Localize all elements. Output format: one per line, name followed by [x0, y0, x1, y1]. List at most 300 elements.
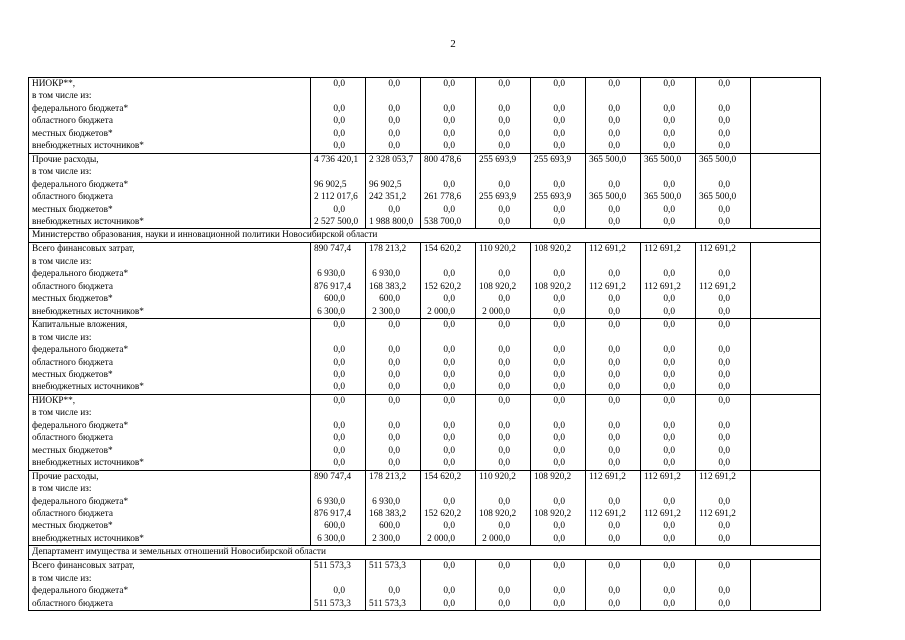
empty-cell: [751, 179, 821, 191]
empty-cell: [751, 420, 821, 432]
value-cell: 365 500,0: [586, 153, 641, 166]
value-cell: 0,0: [696, 457, 751, 470]
empty-cell: [751, 496, 821, 508]
value-cell: 0,0: [366, 78, 421, 91]
value-cell: 0,0: [696, 115, 751, 127]
value-cell: 511 573,3: [366, 560, 421, 573]
value-cell: 0,0: [641, 432, 696, 444]
value-cell: [696, 166, 751, 178]
value-cell: [641, 256, 696, 268]
empty-cell: [751, 306, 821, 319]
row-label: НИОКР**,: [29, 394, 311, 407]
value-cell: 0,0: [586, 533, 641, 546]
value-cell: 6 930,0: [311, 496, 366, 508]
value-cell: [586, 90, 641, 102]
value-cell: 0,0: [641, 140, 696, 153]
value-cell: 108 920,2: [531, 243, 586, 256]
value-cell: 0,0: [421, 598, 476, 611]
value-cell: 0,0: [421, 344, 476, 356]
value-cell: 112 691,2: [586, 470, 641, 483]
empty-cell: [751, 103, 821, 115]
value-cell: 6 930,0: [366, 496, 421, 508]
value-cell: [366, 166, 421, 178]
budget-table-body: [29, 78, 821, 611]
value-cell: 0,0: [476, 78, 531, 91]
value-cell: 168 383,2: [366, 508, 421, 520]
table-row: [29, 319, 821, 332]
value-cell: [476, 332, 531, 344]
value-cell: 0,0: [641, 216, 696, 229]
section-title: Министерство образования, науки и инновационной политики Новосибирской области: [29, 229, 821, 243]
value-cell: 0,0: [476, 140, 531, 153]
value-cell: 0,0: [366, 319, 421, 332]
value-cell: 0,0: [641, 115, 696, 127]
value-cell: 0,0: [531, 204, 586, 216]
value-cell: 0,0: [311, 103, 366, 115]
value-cell: 0,0: [366, 369, 421, 381]
value-cell: 876 917,4: [311, 281, 366, 293]
value-cell: 0,0: [366, 394, 421, 407]
value-cell: [421, 407, 476, 419]
value-cell: 0,0: [696, 496, 751, 508]
value-cell: 0,0: [311, 128, 366, 140]
value-cell: 178 213,2: [366, 243, 421, 256]
value-cell: 0,0: [696, 381, 751, 394]
table-row: [29, 179, 821, 191]
value-cell: 178 213,2: [366, 470, 421, 483]
value-cell: [641, 407, 696, 419]
value-cell: 112 691,2: [641, 470, 696, 483]
table-row: [29, 470, 821, 483]
empty-cell: [751, 166, 821, 178]
value-cell: 365 500,0: [641, 153, 696, 166]
value-cell: 112 691,2: [696, 281, 751, 293]
value-cell: [641, 573, 696, 585]
value-cell: 0,0: [641, 420, 696, 432]
value-cell: 0,0: [531, 306, 586, 319]
value-cell: 511 573,3: [311, 598, 366, 611]
value-cell: 152 620,2: [421, 281, 476, 293]
table-row: [29, 483, 821, 495]
value-cell: [366, 332, 421, 344]
value-cell: 0,0: [311, 140, 366, 153]
value-cell: 0,0: [476, 293, 531, 305]
value-cell: 600,0: [311, 293, 366, 305]
value-cell: 0,0: [696, 357, 751, 369]
value-cell: 365 500,0: [586, 191, 641, 203]
value-cell: 0,0: [586, 520, 641, 532]
value-cell: 0,0: [366, 204, 421, 216]
value-cell: 0,0: [531, 369, 586, 381]
row-label: в том числе из:: [29, 407, 311, 419]
value-cell: 108 920,2: [531, 508, 586, 520]
value-cell: [476, 483, 531, 495]
value-cell: 0,0: [421, 496, 476, 508]
table-row: [29, 191, 821, 203]
value-cell: 0,0: [531, 268, 586, 280]
row-label: Капитальные вложения,: [29, 319, 311, 332]
value-cell: 110 920,2: [476, 243, 531, 256]
value-cell: 0,0: [586, 319, 641, 332]
empty-cell: [751, 533, 821, 546]
section-header: [29, 546, 821, 560]
value-cell: 365 500,0: [641, 191, 696, 203]
value-cell: 2 527 500,0: [311, 216, 366, 229]
value-cell: 0,0: [476, 103, 531, 115]
value-cell: 0,0: [641, 598, 696, 611]
value-cell: [366, 407, 421, 419]
value-cell: 0,0: [641, 357, 696, 369]
value-cell: 0,0: [531, 598, 586, 611]
empty-cell: [751, 268, 821, 280]
row-label: Прочие расходы,: [29, 153, 311, 166]
value-cell: 0,0: [366, 357, 421, 369]
table-row: [29, 407, 821, 419]
table-row: [29, 216, 821, 229]
empty-cell: [751, 457, 821, 470]
table-row: [29, 268, 821, 280]
row-label: внебюджетных источников*: [29, 381, 311, 394]
row-label: внебюджетных источников*: [29, 457, 311, 470]
value-cell: 0,0: [366, 103, 421, 115]
value-cell: 0,0: [696, 204, 751, 216]
value-cell: 0,0: [641, 268, 696, 280]
empty-cell: [751, 470, 821, 483]
value-cell: [531, 332, 586, 344]
table-row: [29, 520, 821, 532]
table-row: [29, 420, 821, 432]
value-cell: [696, 483, 751, 495]
value-cell: 0,0: [586, 78, 641, 91]
row-label: НИОКР**,: [29, 78, 311, 91]
empty-cell: [751, 344, 821, 356]
value-cell: 0,0: [366, 344, 421, 356]
value-cell: 511 573,3: [311, 560, 366, 573]
empty-cell: [751, 394, 821, 407]
value-cell: [531, 90, 586, 102]
table-row: [29, 496, 821, 508]
value-cell: [311, 90, 366, 102]
value-cell: [586, 166, 641, 178]
value-cell: 0,0: [586, 585, 641, 597]
empty-cell: [751, 153, 821, 166]
value-cell: 0,0: [311, 319, 366, 332]
value-cell: 2 000,0: [476, 533, 531, 546]
value-cell: 0,0: [586, 179, 641, 191]
value-cell: 0,0: [531, 319, 586, 332]
table-row: [29, 115, 821, 127]
value-cell: 0,0: [531, 585, 586, 597]
value-cell: 0,0: [641, 78, 696, 91]
table-row: [29, 78, 821, 91]
value-cell: 0,0: [696, 179, 751, 191]
value-cell: 0,0: [531, 445, 586, 457]
value-cell: 0,0: [366, 432, 421, 444]
value-cell: 0,0: [586, 357, 641, 369]
table-row: [29, 256, 821, 268]
value-cell: 2 328 053,7: [366, 153, 421, 166]
value-cell: [531, 166, 586, 178]
value-cell: [311, 573, 366, 585]
value-cell: 0,0: [366, 128, 421, 140]
value-cell: 6 300,0: [311, 533, 366, 546]
value-cell: [696, 332, 751, 344]
value-cell: 0,0: [641, 457, 696, 470]
value-cell: 112 691,2: [696, 243, 751, 256]
value-cell: 0,0: [476, 344, 531, 356]
value-cell: [476, 166, 531, 178]
value-cell: 0,0: [531, 496, 586, 508]
value-cell: 0,0: [586, 268, 641, 280]
value-cell: 0,0: [696, 520, 751, 532]
value-cell: 0,0: [476, 128, 531, 140]
value-cell: 0,0: [476, 457, 531, 470]
value-cell: 0,0: [696, 394, 751, 407]
value-cell: [641, 90, 696, 102]
value-cell: 0,0: [476, 381, 531, 394]
row-label: в том числе из:: [29, 573, 311, 585]
value-cell: 0,0: [311, 420, 366, 432]
value-cell: 538 700,0: [421, 216, 476, 229]
value-cell: 0,0: [696, 78, 751, 91]
value-cell: [311, 483, 366, 495]
value-cell: 0,0: [421, 140, 476, 153]
value-cell: [366, 483, 421, 495]
value-cell: 0,0: [696, 598, 751, 611]
row-label: областного бюджета: [29, 281, 311, 293]
row-label: областного бюджета: [29, 191, 311, 203]
row-label: областного бюджета: [29, 115, 311, 127]
value-cell: 0,0: [311, 394, 366, 407]
value-cell: 0,0: [696, 293, 751, 305]
value-cell: 6 300,0: [311, 306, 366, 319]
value-cell: 0,0: [586, 457, 641, 470]
row-label: федерального бюджета*: [29, 496, 311, 508]
value-cell: 0,0: [586, 445, 641, 457]
value-cell: 0,0: [531, 420, 586, 432]
row-label: местных бюджетов*: [29, 520, 311, 532]
value-cell: [641, 332, 696, 344]
value-cell: 242 351,2: [366, 191, 421, 203]
value-cell: [641, 483, 696, 495]
value-cell: 96 902,5: [366, 179, 421, 191]
value-cell: 0,0: [641, 585, 696, 597]
value-cell: 108 920,2: [476, 508, 531, 520]
value-cell: 0,0: [586, 204, 641, 216]
value-cell: 0,0: [531, 103, 586, 115]
row-label: в том числе из:: [29, 483, 311, 495]
value-cell: 0,0: [476, 394, 531, 407]
value-cell: 0,0: [421, 204, 476, 216]
value-cell: 0,0: [531, 432, 586, 444]
row-label: местных бюджетов*: [29, 369, 311, 381]
value-cell: 0,0: [641, 179, 696, 191]
value-cell: 0,0: [366, 381, 421, 394]
value-cell: 0,0: [366, 585, 421, 597]
value-cell: 0,0: [476, 520, 531, 532]
value-cell: 0,0: [311, 445, 366, 457]
empty-cell: [751, 204, 821, 216]
value-cell: 0,0: [696, 369, 751, 381]
value-cell: 6 930,0: [311, 268, 366, 280]
row-label: федерального бюджета*: [29, 420, 311, 432]
row-label: в том числе из:: [29, 332, 311, 344]
empty-cell: [751, 357, 821, 369]
value-cell: 112 691,2: [586, 243, 641, 256]
value-cell: 108 920,2: [476, 281, 531, 293]
value-cell: 0,0: [696, 319, 751, 332]
value-cell: 0,0: [476, 268, 531, 280]
value-cell: 0,0: [421, 78, 476, 91]
empty-cell: [751, 243, 821, 256]
table-row: [29, 128, 821, 140]
value-cell: 0,0: [476, 179, 531, 191]
value-cell: 0,0: [696, 268, 751, 280]
value-cell: 0,0: [696, 103, 751, 115]
value-cell: 600,0: [366, 293, 421, 305]
value-cell: 0,0: [586, 420, 641, 432]
value-cell: [586, 256, 641, 268]
value-cell: [421, 332, 476, 344]
value-cell: 0,0: [641, 128, 696, 140]
empty-cell: [751, 191, 821, 203]
row-label: областного бюджета: [29, 598, 311, 611]
value-cell: [586, 483, 641, 495]
value-cell: 0,0: [311, 457, 366, 470]
value-cell: 0,0: [531, 457, 586, 470]
value-cell: 0,0: [366, 140, 421, 153]
value-cell: 168 383,2: [366, 281, 421, 293]
value-cell: 0,0: [641, 533, 696, 546]
value-cell: [311, 332, 366, 344]
value-cell: 0,0: [311, 204, 366, 216]
empty-cell: [751, 332, 821, 344]
value-cell: 112 691,2: [586, 281, 641, 293]
value-cell: 0,0: [366, 457, 421, 470]
value-cell: 876 917,4: [311, 508, 366, 520]
value-cell: 0,0: [421, 179, 476, 191]
empty-cell: [751, 381, 821, 394]
value-cell: 112 691,2: [641, 281, 696, 293]
value-cell: [311, 166, 366, 178]
value-cell: [476, 573, 531, 585]
value-cell: 0,0: [586, 598, 641, 611]
value-cell: 0,0: [641, 445, 696, 457]
value-cell: [421, 166, 476, 178]
value-cell: 0,0: [531, 78, 586, 91]
value-cell: 600,0: [311, 520, 366, 532]
value-cell: 0,0: [696, 420, 751, 432]
value-cell: 0,0: [421, 128, 476, 140]
value-cell: [476, 90, 531, 102]
value-cell: 255 693,9: [531, 191, 586, 203]
value-cell: 365 500,0: [696, 153, 751, 166]
value-cell: 0,0: [586, 344, 641, 356]
value-cell: 0,0: [531, 381, 586, 394]
table-row: [29, 432, 821, 444]
row-label: в том числе из:: [29, 166, 311, 178]
value-cell: 0,0: [311, 357, 366, 369]
row-label: федерального бюджета*: [29, 268, 311, 280]
table-row: [29, 90, 821, 102]
value-cell: 2 000,0: [421, 533, 476, 546]
value-cell: 0,0: [476, 598, 531, 611]
value-cell: 0,0: [476, 319, 531, 332]
value-cell: 511 573,3: [366, 598, 421, 611]
value-cell: 112 691,2: [586, 508, 641, 520]
value-cell: 0,0: [476, 420, 531, 432]
empty-cell: [751, 445, 821, 457]
value-cell: 0,0: [696, 445, 751, 457]
value-cell: 0,0: [421, 293, 476, 305]
table-row: [29, 533, 821, 546]
value-cell: 0,0: [366, 420, 421, 432]
value-cell: 0,0: [421, 115, 476, 127]
value-cell: 0,0: [586, 369, 641, 381]
table-row: [29, 560, 821, 573]
value-cell: 1 988 800,0: [366, 216, 421, 229]
empty-cell: [751, 256, 821, 268]
table-row: [29, 344, 821, 356]
value-cell: 0,0: [641, 319, 696, 332]
row-label: Всего финансовых затрат,: [29, 243, 311, 256]
value-cell: 0,0: [696, 560, 751, 573]
value-cell: 0,0: [696, 432, 751, 444]
value-cell: 0,0: [476, 432, 531, 444]
value-cell: 0,0: [421, 394, 476, 407]
value-cell: 0,0: [531, 560, 586, 573]
value-cell: 2 000,0: [421, 306, 476, 319]
value-cell: 0,0: [311, 585, 366, 597]
value-cell: 6 930,0: [366, 268, 421, 280]
value-cell: 0,0: [421, 357, 476, 369]
table-row: [29, 166, 821, 178]
value-cell: 0,0: [476, 560, 531, 573]
value-cell: [696, 573, 751, 585]
value-cell: [531, 407, 586, 419]
empty-cell: [751, 140, 821, 153]
value-cell: 0,0: [641, 496, 696, 508]
value-cell: 0,0: [531, 179, 586, 191]
value-cell: [311, 407, 366, 419]
value-cell: 0,0: [641, 344, 696, 356]
value-cell: 0,0: [476, 369, 531, 381]
value-cell: 0,0: [531, 216, 586, 229]
value-cell: 800 478,6: [421, 153, 476, 166]
value-cell: 112 691,2: [696, 508, 751, 520]
row-label: местных бюджетов*: [29, 293, 311, 305]
value-cell: 0,0: [531, 115, 586, 127]
value-cell: 890 747,4: [311, 243, 366, 256]
empty-cell: [751, 90, 821, 102]
row-label: федерального бюджета*: [29, 179, 311, 191]
value-cell: 2 300,0: [366, 533, 421, 546]
value-cell: [366, 90, 421, 102]
table-row: [29, 293, 821, 305]
value-cell: 2 300,0: [366, 306, 421, 319]
row-label: федерального бюджета*: [29, 585, 311, 597]
value-cell: [421, 90, 476, 102]
value-cell: [421, 256, 476, 268]
value-cell: 112 691,2: [641, 243, 696, 256]
value-cell: 108 920,2: [531, 281, 586, 293]
value-cell: 0,0: [421, 369, 476, 381]
value-cell: 0,0: [476, 445, 531, 457]
value-cell: 0,0: [421, 432, 476, 444]
value-cell: 0,0: [421, 585, 476, 597]
value-cell: 152 620,2: [421, 508, 476, 520]
value-cell: 0,0: [696, 306, 751, 319]
